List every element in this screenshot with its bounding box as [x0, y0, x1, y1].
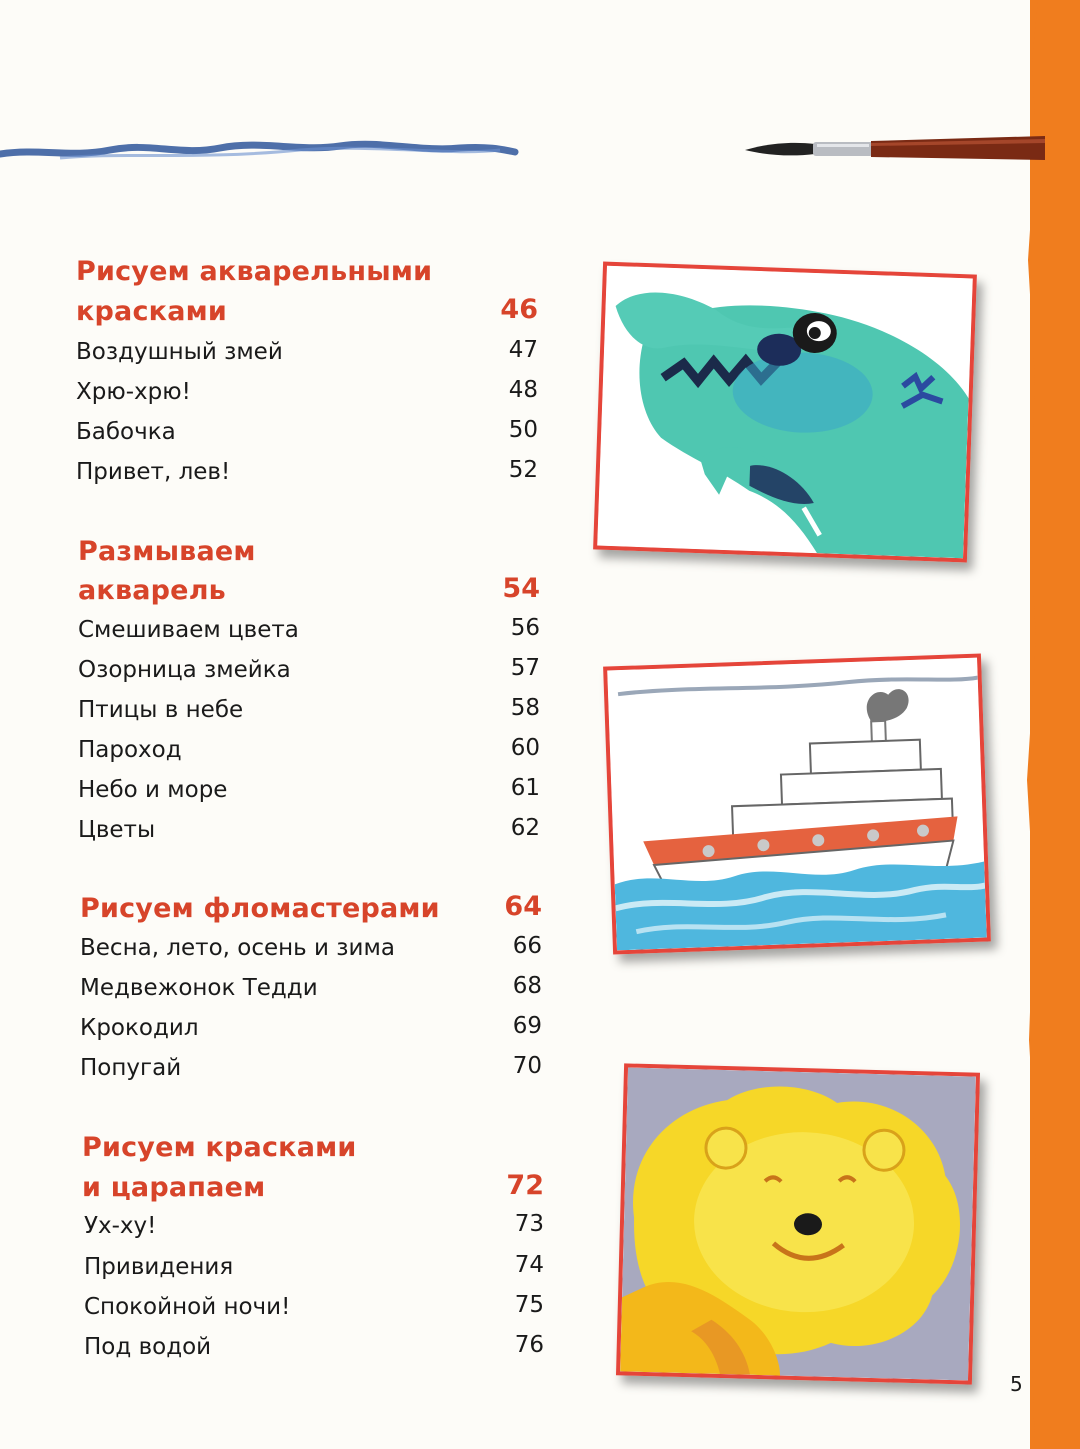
toc-item[interactable]: Воздушный змей [76, 339, 283, 365]
section-title[interactable]: акварель [78, 575, 226, 606]
toc-item[interactable]: Цветы [78, 817, 156, 843]
toc-item[interactable]: Попугай [80, 1055, 182, 1081]
section-page: 72 [506, 1170, 544, 1201]
toc-item-page: 58 [510, 695, 540, 721]
section-page: 64 [504, 891, 542, 922]
section-title[interactable]: Рисуем красками [82, 1132, 357, 1163]
toc-item[interactable]: Смешиваем цвета [78, 617, 299, 643]
toc-item-page: 56 [510, 615, 540, 641]
toc-item-page: 61 [510, 775, 540, 801]
page-number: 5 [1010, 1372, 1023, 1396]
toc-item[interactable]: Под водой [84, 1334, 212, 1360]
toc-item-page: 66 [512, 933, 542, 959]
toc-item-page: 74 [514, 1252, 544, 1278]
lion-illustration [616, 1063, 980, 1384]
toc-item-page: 69 [512, 1013, 542, 1039]
toc-item-page: 75 [514, 1292, 544, 1318]
toc-item-page: 73 [514, 1211, 544, 1237]
toc-item-page: 76 [514, 1332, 544, 1358]
toc-item[interactable]: Хрю-хрю! [76, 379, 191, 405]
toc-item-page: 48 [508, 377, 538, 403]
toc-item[interactable]: Небо и море [78, 777, 228, 803]
toc-item-page: 62 [510, 815, 540, 841]
section-title[interactable]: Рисуем фломастерами [80, 893, 440, 924]
toc-item[interactable]: Весна, лето, осень и зима [80, 935, 395, 961]
toc-item[interactable]: Ух-ху! [84, 1213, 157, 1239]
steamship-painting [607, 658, 987, 951]
crocodile-illustration [593, 262, 977, 563]
steamship-illustration [603, 653, 991, 954]
blue-brush-stroke [0, 130, 520, 170]
toc-item[interactable]: Привет, лев! [76, 459, 231, 485]
toc-item[interactable]: Привидения [84, 1254, 234, 1280]
paint-strip-edge [1024, 0, 1038, 1449]
section-title[interactable]: Рисуем акварельными [76, 256, 433, 287]
toc-item-page: 70 [512, 1053, 542, 1079]
toc-item[interactable]: Пароход [78, 737, 182, 763]
section-title[interactable]: красками [76, 296, 228, 327]
toc-item-page: 52 [508, 457, 538, 483]
toc-item[interactable]: Медвежонок Тедди [80, 975, 318, 1001]
toc-item-page: 50 [508, 417, 538, 443]
toc-item[interactable]: Птицы в небе [78, 697, 244, 723]
toc-item-page: 57 [510, 655, 540, 681]
section-page: 46 [500, 294, 538, 325]
toc-item-page: 68 [512, 973, 542, 999]
paintbrush-icon [745, 128, 1045, 168]
section-title[interactable]: Размываем [78, 536, 256, 567]
toc-item[interactable]: Крокодил [80, 1015, 199, 1041]
lion-painting [620, 1067, 976, 1380]
section-page: 54 [502, 573, 540, 604]
toc-item[interactable]: Озорница змейка [78, 657, 291, 683]
section-title[interactable]: и царапаем [82, 1172, 266, 1203]
toc-item[interactable]: Спокойной ночи! [84, 1294, 291, 1320]
toc-item-page: 60 [510, 735, 540, 761]
crocodile-painting [597, 266, 973, 559]
toc-item-page: 47 [508, 337, 538, 363]
toc-item[interactable]: Бабочка [76, 419, 176, 445]
